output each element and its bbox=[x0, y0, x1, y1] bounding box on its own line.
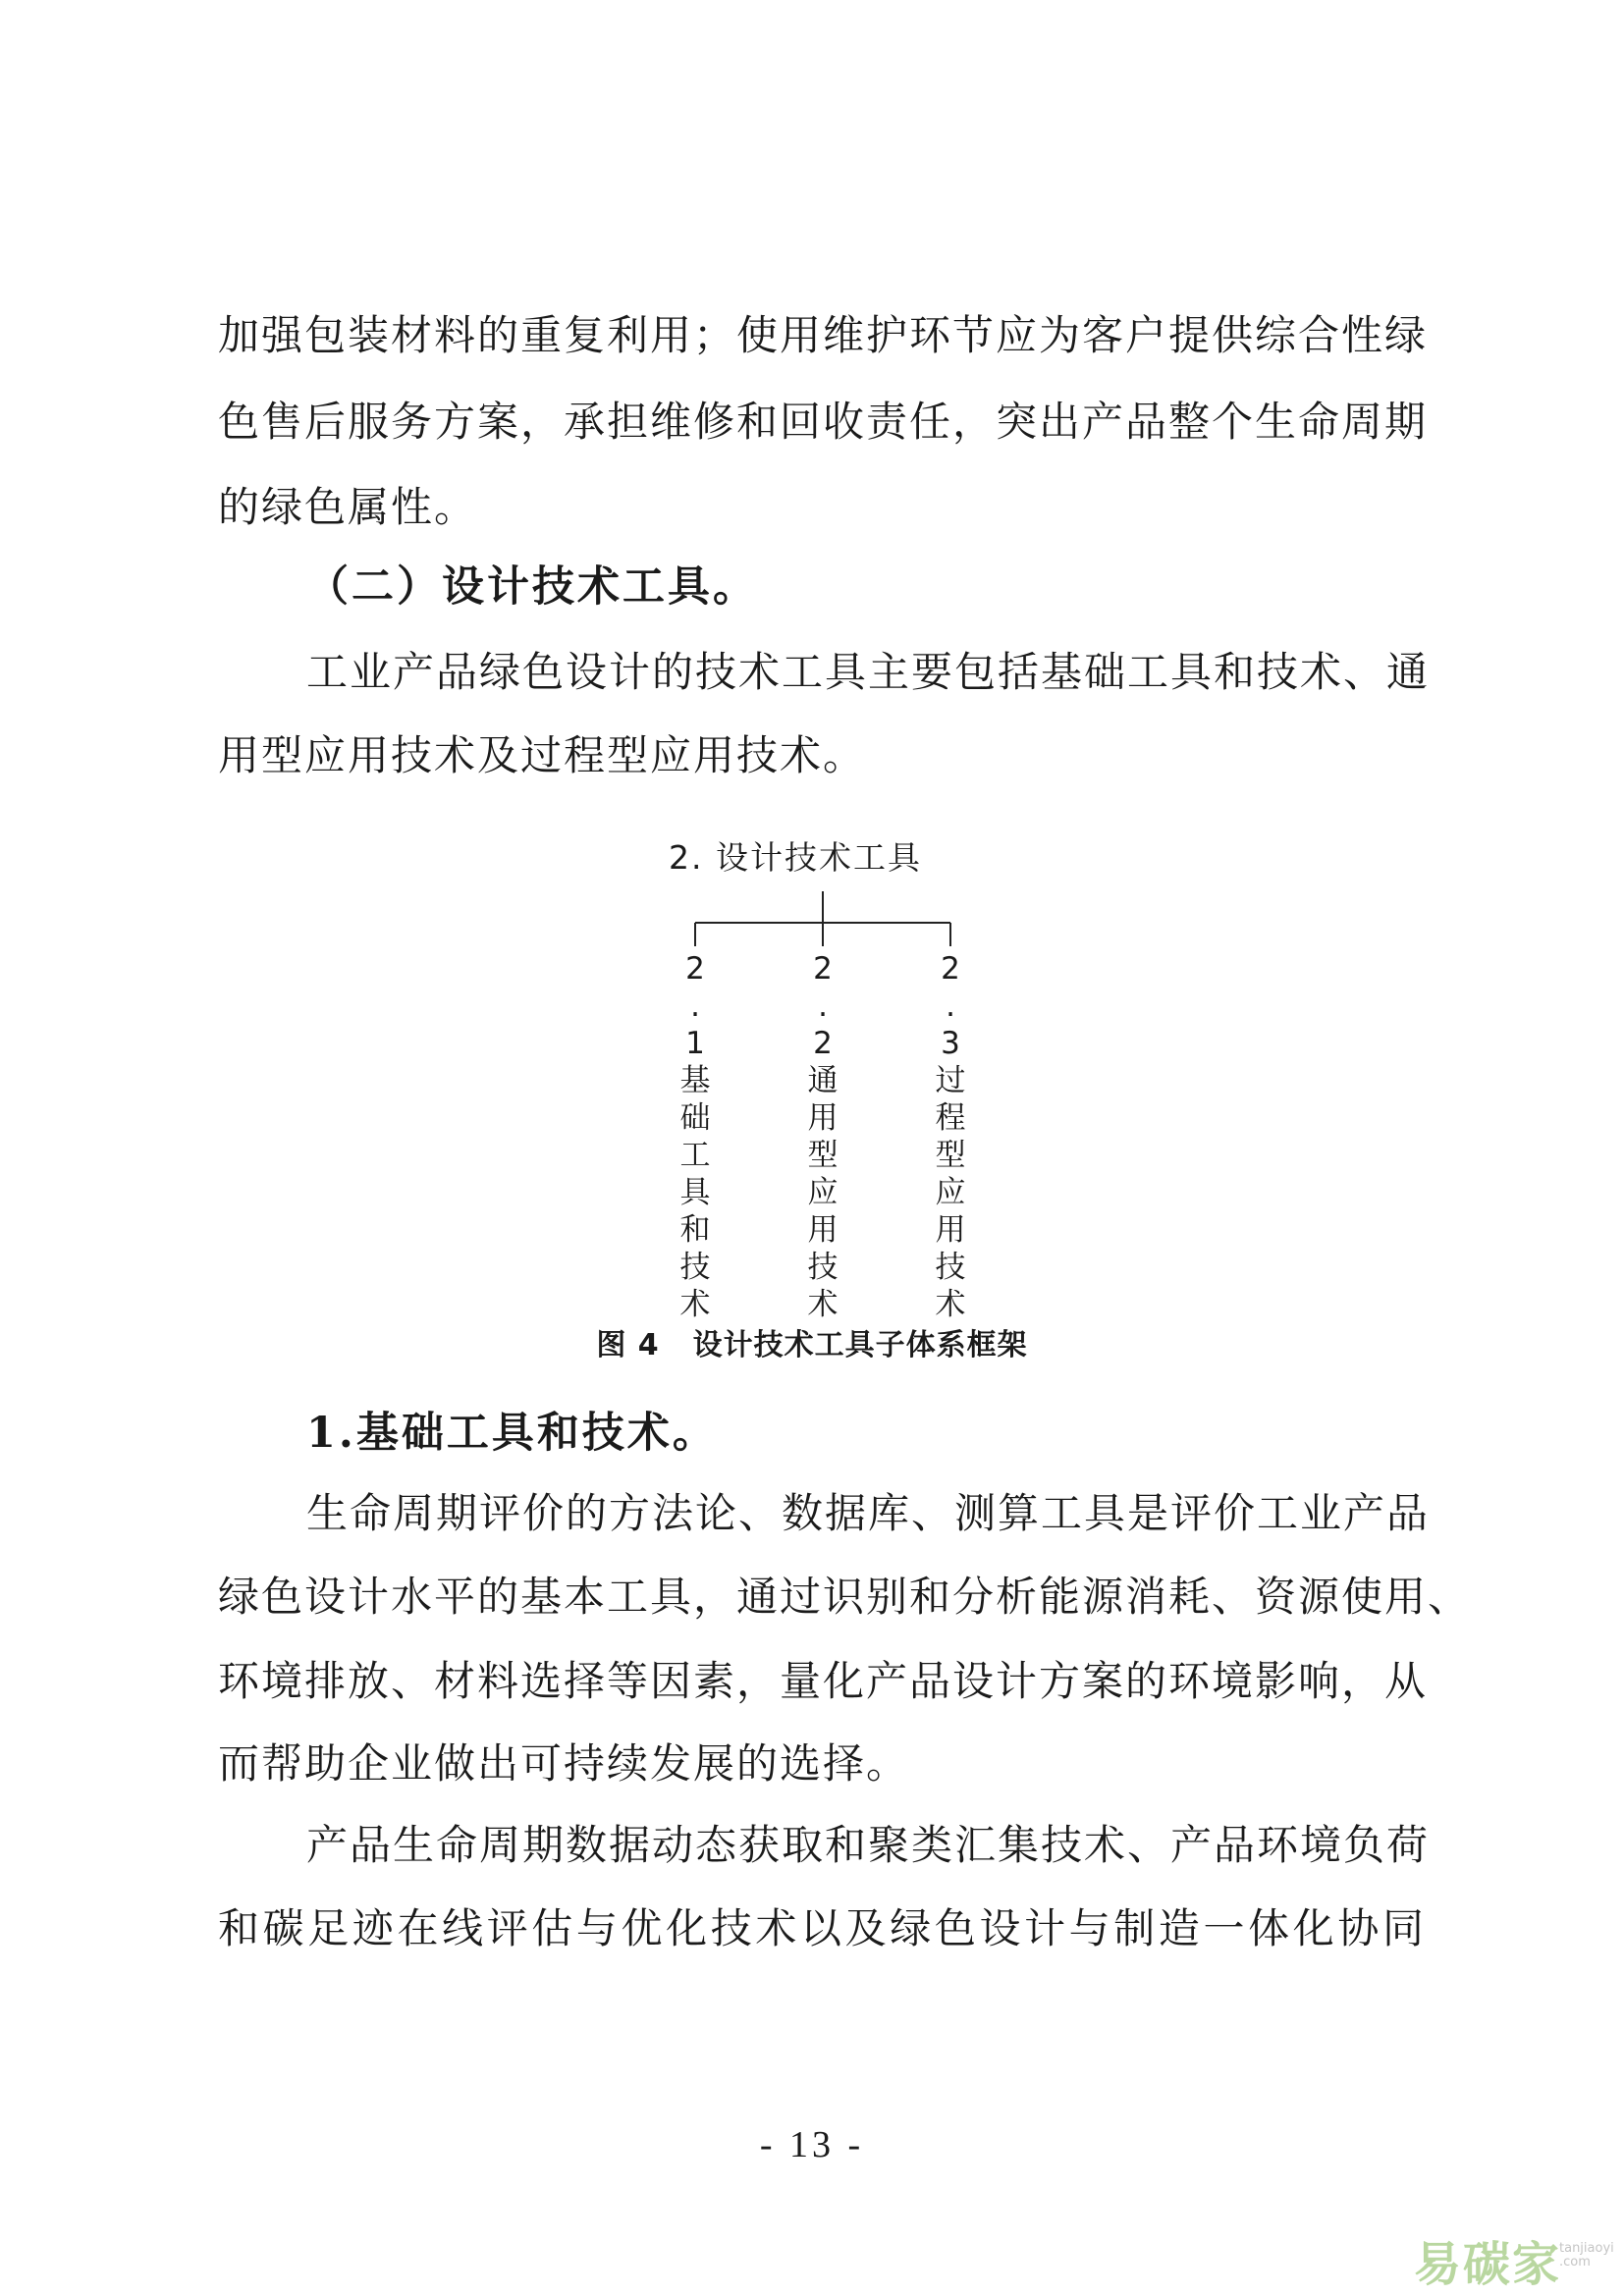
text-line: 加强包装材料的重复利用；使用维护环节应为客户提供综合性绿 bbox=[218, 311, 1429, 359]
section-heading: （二）设计技术工具。 bbox=[306, 562, 758, 612]
figure-branch-2: 2 . 2 通 用 型 应 用 技 术 bbox=[807, 951, 839, 1322]
figure-root-node: 2. 设计技术工具 bbox=[669, 838, 922, 877]
text-line: 色售后服务方案，承担维修和回收责任，突出产品整个生命周期 bbox=[218, 398, 1429, 446]
figure-caption-number: 图 4 bbox=[596, 1328, 660, 1362]
text-line: 而帮助企业做出可持续发展的选择。 bbox=[218, 1739, 910, 1788]
figure-tree-diagram bbox=[648, 815, 992, 1322]
figure-caption bbox=[0, 1320, 1624, 1363]
text-line: 的绿色属性。 bbox=[218, 483, 478, 531]
text-line: 生命周期评价的方法论、数据库、测算工具是评价工业产品 bbox=[306, 1489, 1431, 1537]
figure-branch-3: 2 . 3 过 程 型 应 用 技 术 bbox=[935, 951, 966, 1322]
figure-caption-text: 设计技术工具子体系框架 bbox=[692, 1328, 1028, 1362]
text-line: 工业产品绿色设计的技术工具主要包括基础工具和技术、通 bbox=[306, 648, 1431, 696]
text-line: 和碳足迹在线评估与优化技术以及绿色设计与制造一体化协同 bbox=[218, 1904, 1426, 1952]
text-line: 环境排放、材料选择等因素，量化产品设计方案的环境影响，从 bbox=[218, 1657, 1429, 1705]
watermark-logo bbox=[1414, 2226, 1614, 2292]
page-number: - 13 - bbox=[759, 2124, 865, 2165]
text-line: 绿色设计水平的基本工具，通过识别和分析能源消耗、资源使用、 bbox=[218, 1573, 1472, 1621]
watermark-domain: tanjiaoyi .com bbox=[1559, 2241, 1614, 2269]
text-line: 产品生命周期数据动态获取和聚类汇集技术、产品环境负荷 bbox=[306, 1821, 1431, 1869]
text-line: 用型应用技术及过程型应用技术。 bbox=[218, 731, 867, 779]
subheading-basic-tools: 1.基础工具和技术。 bbox=[306, 1409, 718, 1458]
figure-branch-1: 2 . 1 基 础 工 具 和 技 术 bbox=[679, 951, 711, 1322]
watermark-text: 易碳家 bbox=[1414, 2237, 1562, 2292]
